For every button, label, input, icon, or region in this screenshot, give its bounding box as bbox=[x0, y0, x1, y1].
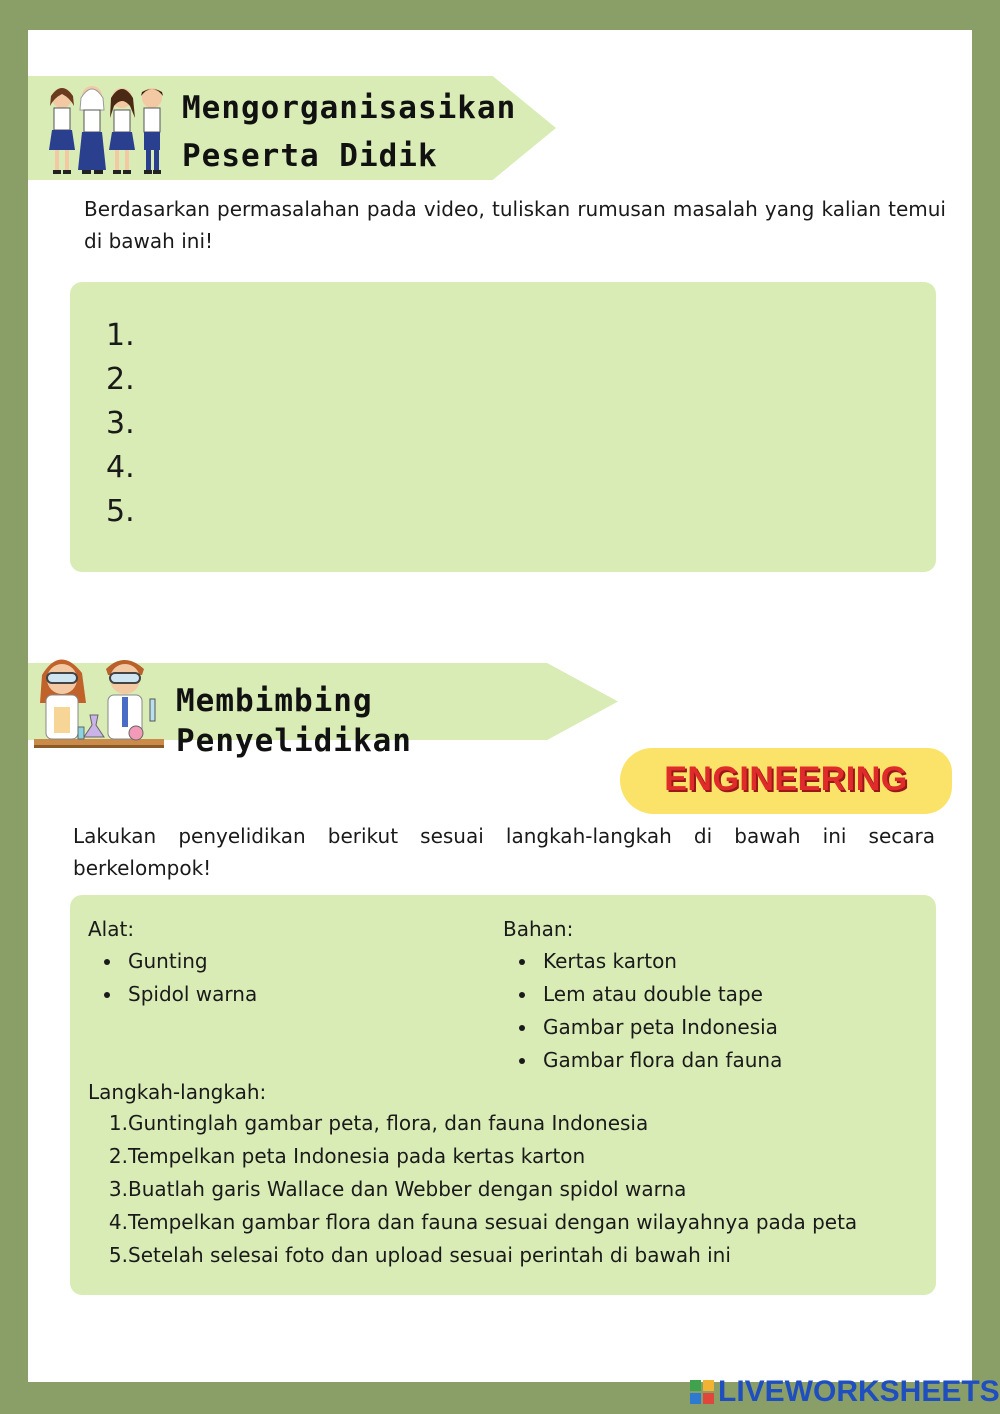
answer-number: 5. bbox=[106, 494, 135, 529]
step-text: Tempelkan peta Indonesia pada kertas karton bbox=[128, 1144, 586, 1168]
title-line-2: Peserta Didik bbox=[182, 138, 438, 174]
step-text: Setelah selesai foto dan upload sesuai perintah di bawah ini bbox=[128, 1243, 731, 1267]
engineering-badge-label: ENGINEERING bbox=[664, 760, 908, 798]
step-item bbox=[106, 1239, 857, 1272]
answer-number: 3. bbox=[106, 406, 135, 441]
section-title-investigation: Membimbing Penyelidikan bbox=[176, 683, 412, 759]
list-item: Gambar peta Indonesia bbox=[503, 1011, 782, 1044]
steps-list bbox=[106, 1107, 857, 1272]
answer-number-list bbox=[106, 314, 135, 534]
watermark-text: LIVEWORKSHEETS bbox=[718, 1375, 1000, 1408]
step-number: 5. bbox=[108, 1243, 128, 1267]
answer-line[interactable] bbox=[106, 446, 135, 490]
step-item bbox=[106, 1206, 857, 1239]
instruction-investigation: Lakukan penyelidikan berikut sesuai langkah-langkah di bawah ini secara berkelompok! bbox=[73, 824, 935, 880]
step-number: 4. bbox=[108, 1210, 128, 1234]
scientists-illustration bbox=[32, 645, 166, 749]
list-item: Gunting bbox=[88, 945, 257, 978]
tools-label: Alat: bbox=[88, 917, 135, 941]
answer-number: 2. bbox=[106, 362, 135, 397]
step-text: Guntinglah gambar peta, flora, dan fauna Indonesia bbox=[128, 1111, 649, 1135]
instruction-problem-formulation: Berdasarkan permasalahan pada video, tuliskan rumusan masalah yang kalian temui di bawah ini! bbox=[84, 197, 946, 253]
list-item: Kertas karton bbox=[503, 945, 782, 978]
step-text: Tempelkan gambar flora dan fauna sesuai dengan wilayahnya pada peta bbox=[128, 1210, 858, 1234]
step-number: 3. bbox=[108, 1177, 128, 1201]
materials-label: Bahan: bbox=[503, 917, 574, 941]
answer-number: 4. bbox=[106, 450, 135, 485]
list-item: Lem atau double tape bbox=[503, 978, 782, 1011]
section-banner-investigation bbox=[28, 663, 618, 759]
tools-list bbox=[88, 945, 257, 1011]
answer-line[interactable] bbox=[106, 314, 135, 358]
answer-line[interactable] bbox=[106, 402, 135, 446]
step-number: 2. bbox=[108, 1144, 128, 1168]
materials-list bbox=[503, 945, 782, 1077]
engineering-badge bbox=[620, 748, 952, 814]
students-illustration bbox=[44, 78, 174, 178]
list-item: Spidol warna bbox=[88, 978, 257, 1011]
liveworksheets-logo-icon bbox=[690, 1380, 714, 1404]
list-item: Gambar flora dan fauna bbox=[503, 1044, 782, 1077]
step-item bbox=[106, 1107, 857, 1140]
step-item bbox=[106, 1140, 857, 1173]
answer-line[interactable] bbox=[106, 490, 135, 534]
answer-number: 1. bbox=[106, 318, 135, 353]
section-banner-organize bbox=[28, 76, 556, 180]
title-line-1: Mengorganisasikan bbox=[182, 90, 517, 126]
answer-box[interactable] bbox=[70, 282, 936, 572]
section-title-organize bbox=[182, 84, 516, 180]
worksheet-page bbox=[28, 30, 972, 1382]
investigation-box bbox=[70, 895, 936, 1295]
step-number: 1. bbox=[108, 1111, 128, 1135]
step-text: Buatlah garis Wallace dan Webber dengan spidol warna bbox=[128, 1177, 687, 1201]
answer-line[interactable] bbox=[106, 358, 135, 402]
steps-label: Langkah-langkah: bbox=[88, 1080, 267, 1104]
step-item bbox=[106, 1173, 857, 1206]
